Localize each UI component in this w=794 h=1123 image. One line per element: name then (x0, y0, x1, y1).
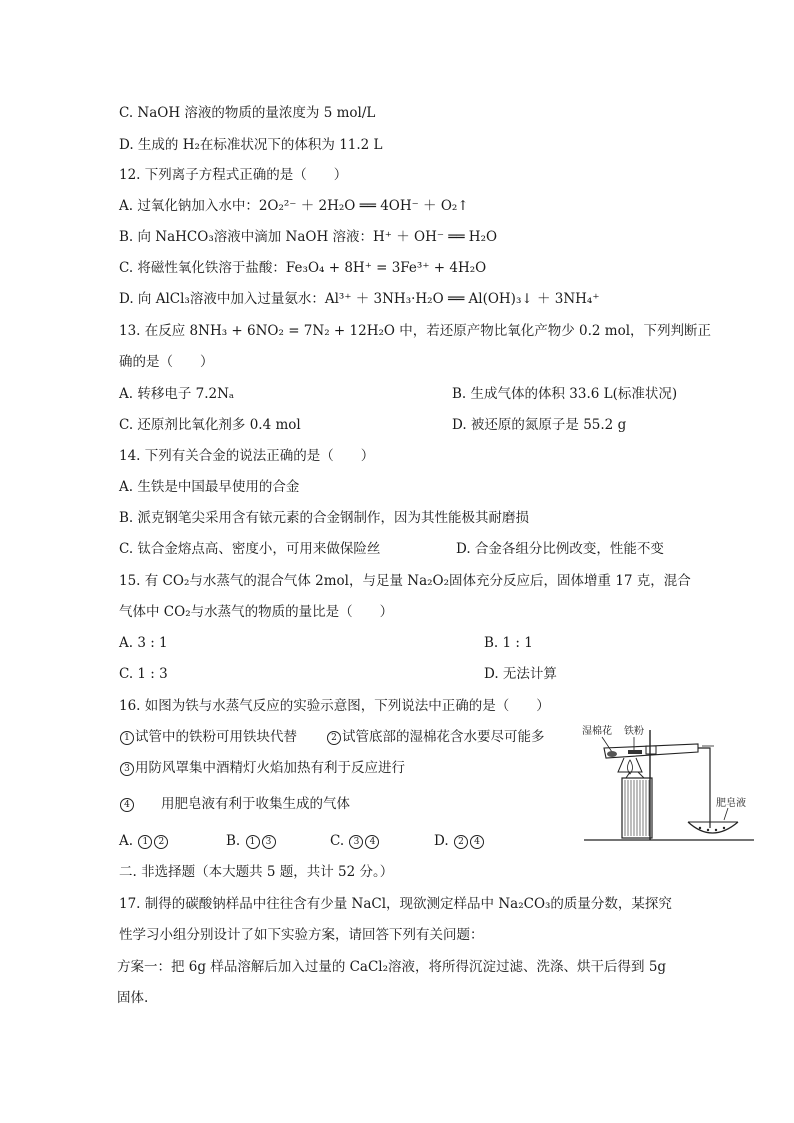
q13-stem-line1: 13. 在反应 8NH₃ + 6NO₂ = 7N₂ + 12H₂O 中，若还原产物比氧化产物少 0.2 mol，下列判断正 (119, 323, 712, 339)
q13-option-a: A. 转移电子 7.2Nₐ (119, 386, 235, 402)
q17-stem-line2: 性学习小组分别设计了如下实验方案，请回答下列有关问题： (119, 927, 484, 943)
q15-option-d: D. 无法计算 (484, 666, 557, 682)
circled-number-4: 4 (120, 798, 134, 812)
q16-statement-3 (119, 759, 405, 777)
q12-option-c: C. 将磁性氧化铁溶于盐酸：Fe₃O₄ + 8H⁺ = 3Fe³⁺ + 4H₂O (119, 260, 487, 276)
circled-number-1: 1 (246, 835, 260, 849)
q12-option-d: D. 向 AlCl₃溶液中加入过量氨水：Al³⁺ ＋ 3NH₃·H₂O ══ Al(OH)₃↓ ＋ 3NH₄⁺ (119, 291, 600, 307)
circled-number-2: 2 (454, 835, 468, 849)
circled-number-1: 1 (120, 731, 134, 745)
q11-option-c: C. NaOH 溶液的物质的量浓度为 5 mol/L (119, 105, 376, 121)
circled-number-2: 2 (327, 731, 341, 745)
q14-option-a: A. 生铁是中国最早使用的合金 (119, 479, 300, 495)
q14-option-b: B. 派克钢笔尖采用含有铱元素的合金钢制作，因为其性能极其耐磨损 (119, 510, 530, 526)
q16-option-b-label: B. (226, 833, 241, 849)
q16-option-d-label: D. (434, 833, 449, 849)
iron-steam-apparatus-figure (578, 716, 758, 844)
q15-option-c: C. 1 : 3 (119, 666, 168, 682)
circled-number-3: 3 (120, 762, 134, 776)
q16-stem: 16. 如图为铁与水蒸气反应的实验示意图，下列说法中正确的是（ ） (119, 698, 550, 714)
q14-stem: 14. 下列有关合金的说法正确的是（ ） (119, 448, 375, 464)
statement-3-text: 用防风罩集中酒精灯火焰加热有利于反应进行 (135, 760, 405, 776)
statement-4-text: 用肥皂液有利于收集生成的气体 (161, 796, 350, 812)
apparatus-drawing (578, 716, 758, 844)
q14-option-d: D. 合金各组分比例改变，性能不变 (456, 541, 664, 557)
label-iron-powder: 铁粉 (624, 726, 644, 737)
q15-option-a: A. 3 : 1 (119, 635, 168, 651)
q12-option-b: B. 向 NaHCO₃溶液中滴加 NaOH 溶液：H⁺ ＋ OH⁻ ══ H₂O (119, 229, 498, 245)
q13-option-d: D. 被还原的氮原子是 55.2 g (452, 417, 627, 433)
statement-1-text: 试管中的铁粉可用铁块代替 (135, 729, 297, 745)
circled-number-1: 1 (138, 835, 152, 849)
circled-number-2: 2 (154, 835, 168, 849)
q16-option-d (434, 832, 485, 850)
circled-number-3: 3 (349, 835, 363, 849)
label-wet-cotton: 湿棉花 (582, 726, 612, 737)
q15-stem-line1: 15. 有 CO₂与水蒸气的混合气体 2mol，与足量 Na₂O₂固体充分反应后，固体增重 17 克，混合 (119, 573, 691, 589)
q12-stem: 12. 下列离子方程式正确的是（ ） (119, 167, 348, 183)
label-soap-solution: 肥皂液 (716, 798, 746, 809)
q16-option-c-label: C. (330, 833, 345, 849)
statement-2-text: 试管底部的湿棉花含水要尽可能多 (342, 729, 545, 745)
q17-stem-line1: 17. 制得的碳酸钠样品中往往含有少量 NaCl，现欲测定样品中 Na₂CO₃的质量分数，某探究 (119, 896, 672, 912)
q14-option-c: C. 钛合金熔点高、密度小，可用来做保险丝 (119, 541, 381, 557)
circled-number-3: 3 (262, 835, 276, 849)
circled-number-4: 4 (365, 835, 379, 849)
circled-number-4: 4 (470, 835, 484, 849)
q16-statement-2 (326, 728, 545, 746)
q13-option-b: B. 生成气体的体积 33.6 L(标准状况) (452, 386, 678, 402)
q16-option-b (226, 832, 277, 850)
q16-option-a (119, 832, 169, 850)
q16-option-a-label: A. (119, 833, 134, 849)
q16-option-c (330, 832, 380, 850)
plan-1-line1: 方案一：把 6g 样品溶解后加入过量的 CaCl₂溶液，将所得沉淀过滤、洗涤、烘干后得到 5g (117, 959, 667, 975)
q16-statement-1 (119, 728, 297, 746)
q13-stem-line2: 确的是（ ） (119, 354, 214, 370)
section-2-heading: 二. 非选择题（本大题共 5 题，共计 52 分。） (119, 864, 394, 880)
q15-option-b: B. 1 : 1 (484, 635, 533, 651)
q16-statement-4 (119, 795, 350, 813)
q13-option-c: C. 还原剂比氧化剂多 0.4 mol (119, 417, 301, 433)
q15-stem-line2: 气体中 CO₂与水蒸气的物质的量比是（ ） (119, 604, 394, 620)
q11-option-d: D. 生成的 H₂在标准状况下的体积为 11.2 L (119, 137, 383, 153)
q12-option-a: A. 过氧化钠加入水中：2O₂²⁻ ＋ 2H₂O ══ 4OH⁻ ＋ O₂↑ (119, 198, 469, 214)
plan-1-line2: 固体. (117, 990, 149, 1006)
